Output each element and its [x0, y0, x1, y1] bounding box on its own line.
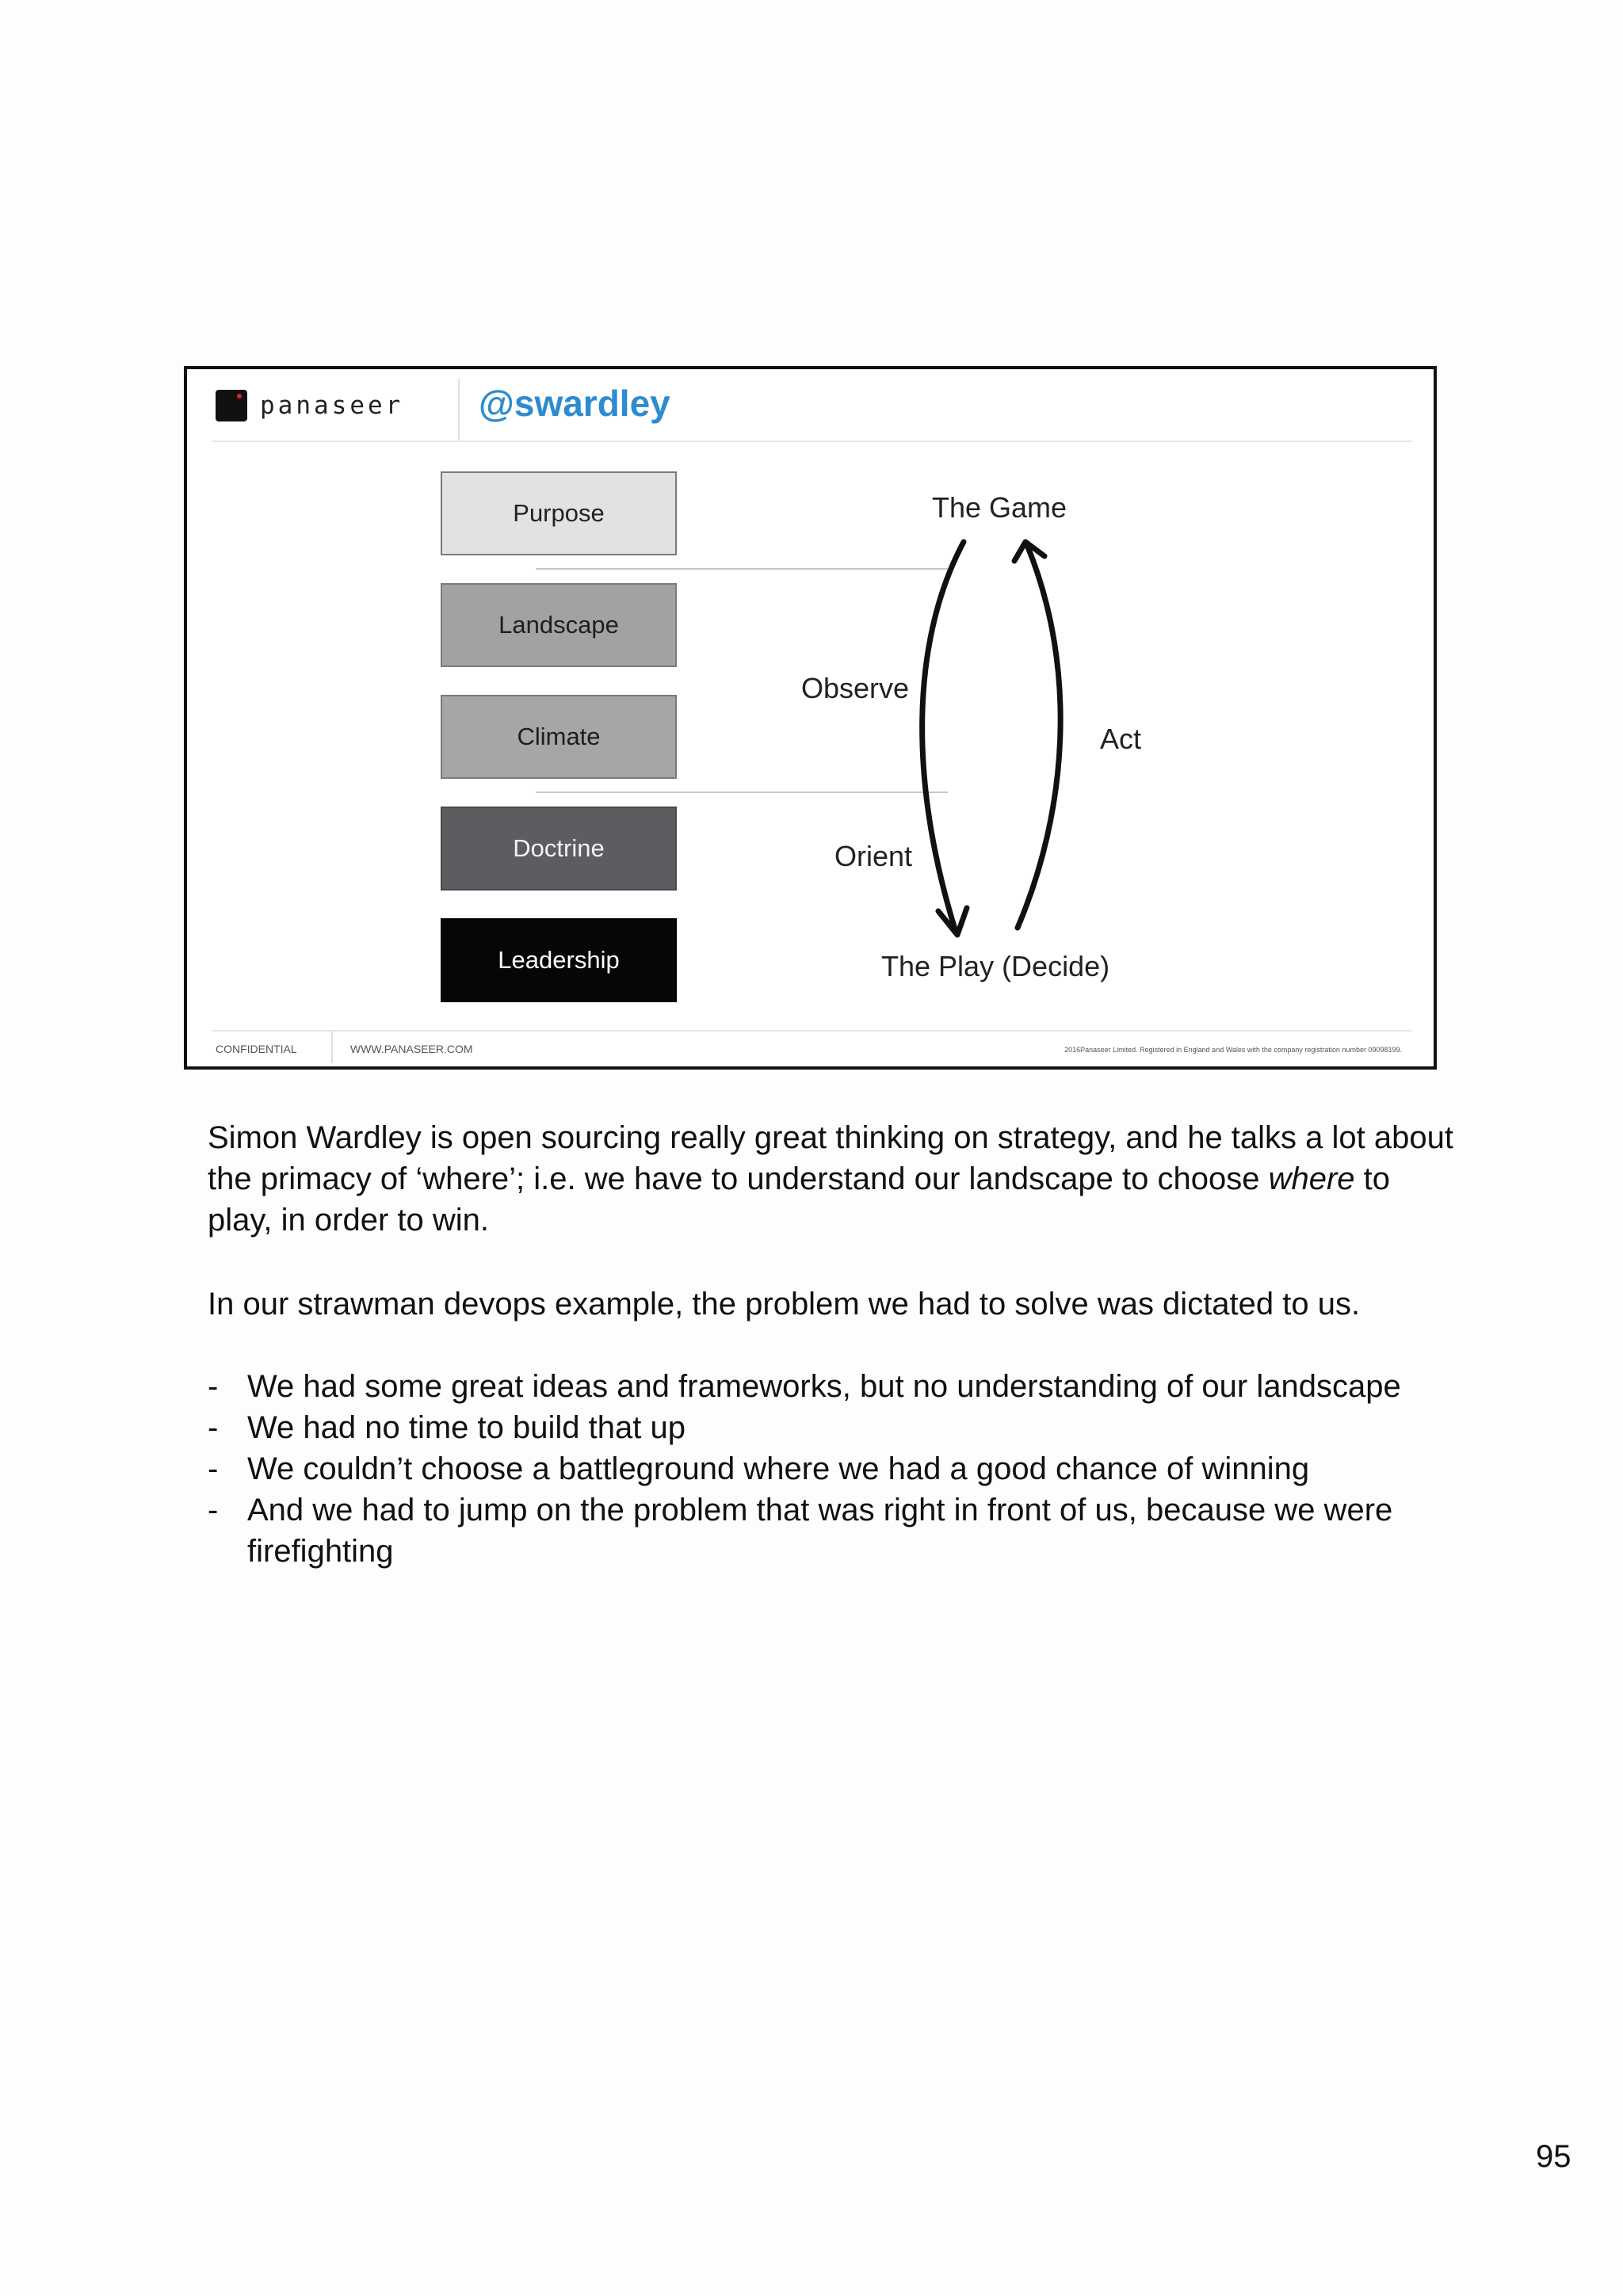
- list-item: - And we had to jump on the problem that was right in front of us, because we were firefighting: [208, 1493, 1393, 1569]
- up-arrow-icon: [1018, 545, 1060, 928]
- list-item: - We couldn’t choose a battleground where we had a good chance of winning: [208, 1451, 1310, 1486]
- list-item: - We had some great ideas and frameworks, but no understanding of our landscape: [208, 1369, 1401, 1404]
- box-purpose: Purpose: [441, 471, 677, 555]
- label-the-play: The Play (Decide): [881, 950, 1110, 982]
- footer-url: WWW.PANASEER.COM: [350, 1043, 473, 1055]
- box-doctrine: Doctrine: [441, 807, 677, 891]
- label-act: Act: [1100, 723, 1142, 755]
- slide-footer: [212, 1030, 1411, 1066]
- box-climate: Climate: [441, 695, 677, 779]
- footer-divider: [331, 1032, 333, 1063]
- notes-paragraph: Simon Wardley is open sourcing really great thinking on strategy, and he talks a lot about the primacy of ‘where’; i.e. we have to understand our landscape to choose where to play, in order to win.: [208, 1120, 1453, 1238]
- speaker-notes: [208, 1117, 1460, 1572]
- label-orient: Orient: [834, 840, 913, 872]
- twitter-handle: @swardley: [479, 383, 670, 424]
- box-landscape: Landscape: [441, 583, 677, 667]
- list-item: - We had no time to build that up: [208, 1410, 685, 1445]
- footer-legal: 2016Panaseer Limited. Registered in England and Wales with the company registration number 09098199.: [1064, 1046, 1402, 1054]
- notes-bullet-list: [208, 1366, 1460, 1572]
- label-the-game: The Game: [932, 491, 1067, 524]
- notes-paragraph: In our strawman devops example, the problem we had to solve was dictated to us.: [208, 1287, 1361, 1322]
- page-number: 95: [1536, 2139, 1571, 2174]
- label-observe: Observe: [801, 672, 910, 704]
- slide-thumbnail: [184, 366, 1437, 1070]
- down-arrow-icon: [922, 542, 964, 932]
- box-leadership: Leadership: [441, 918, 677, 1002]
- cycle-arrows: [187, 369, 1434, 1066]
- footer-confidential: CONFIDENTIAL: [216, 1043, 297, 1055]
- logo-text: panaseer: [260, 391, 404, 420]
